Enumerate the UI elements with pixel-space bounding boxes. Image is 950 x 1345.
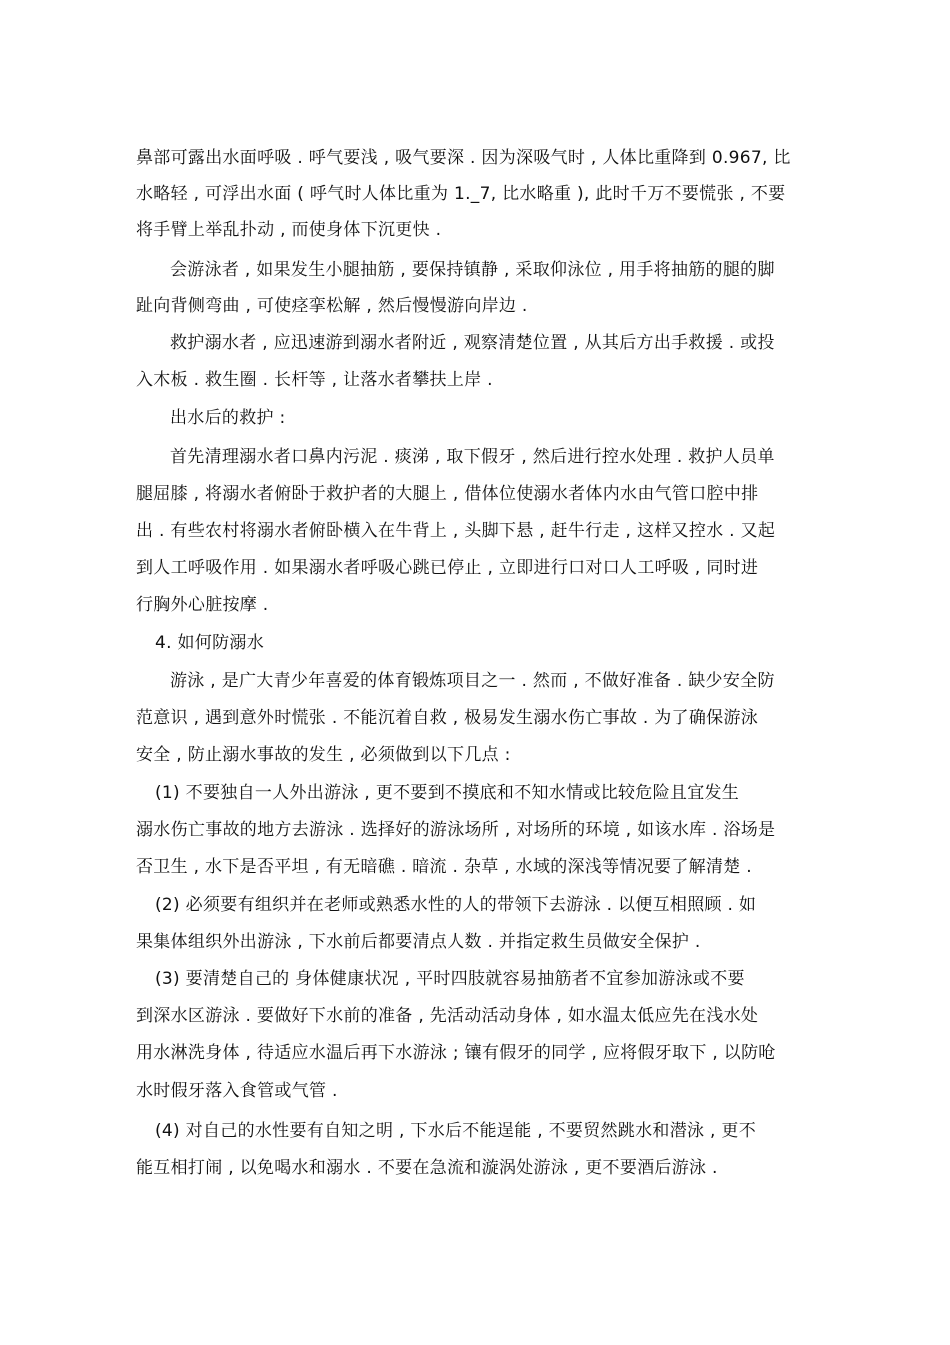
paragraph-line: 趾向背侧弯曲 , 可使痉挛松解 , 然后慢慢游向岸边 . [136,296,528,316]
paragraph-line: 否卫生 , 水下是否平坦 , 有无暗礁 . 暗流 . 杂草 , 水域的深浅等情况要了解清楚 . [136,857,752,877]
paragraph-line: 腿屈膝 , 将溺水者俯卧于救护者的大腿上 , 借体位使溺水者体内水由气管口腔中排 [136,484,759,504]
list-item: (4) 对自己的水性要有自知之明 , 下水后不能逞能 , 不要贸然跳水和潜泳 , 更不 [155,1121,757,1141]
paragraph-line: 到深水区游泳 . 要做好下水前的准备 , 先活动活动身体 , 如水温太低应先在浅水处 [136,1006,759,1026]
paragraph-line: 水略轻 , 可浮出水面 ( 呼气时人体比重为 1._7, 比水略重 ), 此时千万不要慌张 , 不要 [136,184,786,204]
section-heading: 4. 如何防溺水 [155,633,265,653]
paragraph-line: 行胸外心脏按摩 . [136,595,269,615]
paragraph-line: 首先清理溺水者口鼻内污泥 . 痰涕 , 取下假牙 , 然后进行控水处理 . 救护人员单 [170,447,775,467]
list-item: (1) 不要独自一人外出游泳 , 更不要到不摸底和不知水情或比较危险且宜发生 [155,783,740,803]
paragraph-line: 鼻部可露出水面呼吸 . 呼气要浅 , 吸气要深 . 因为深吸气时 , 人体比重降到 0.967, 比 [136,148,791,168]
paragraph-line: 救护溺水者 , 应迅速游到溺水者附近 , 观察清楚位置 , 从其后方出手救援 . 或投 [170,333,775,353]
paragraph-line: 将手臂上举乱扑动 , 而使身体下沉更快 . [136,220,442,240]
paragraph-line: 到人工呼吸作用 . 如果溺水者呼吸心跳已停止 , 立即进行口对口人工呼吸 , 同时进 [136,558,759,578]
paragraph-line: 出 . 有些农村将溺水者俯卧横入在牛背上 , 头脚下悬 , 赶牛行走 , 这样又控水 . 又起 [136,521,776,541]
paragraph-line: 游泳 , 是广大青少年喜爱的体育锻炼项目之一 . 然而 , 不做好准备 . 缺少安全防 [170,671,775,691]
paragraph-line: 范意识 , 遇到意外时慌张 . 不能沉着自救 , 极易发生溺水伤亡事故 . 为了确保游泳 [136,708,759,728]
paragraph-line: 用水淋洗身体 , 待适应水温后再下水游泳 ; 镶有假牙的同学 , 应将假牙取下 , 以防呛 [136,1043,776,1063]
paragraph-line: 安全 , 防止溺水事故的发生 , 必须做到以下几点 : [136,745,511,765]
paragraph-line: 水时假牙落入食管或气管 . [136,1081,338,1101]
list-item: (3) 要清楚自己的 身体健康状况 , 平时四肢就容易抽筋者不宜参加游泳或不要 [155,969,745,989]
paragraph-line: 能互相打闹 , 以免喝水和溺水 . 不要在急流和漩涡处游泳 , 更不要酒后游泳 . [136,1158,718,1178]
paragraph-line: 溺水伤亡事故的地方去游泳 . 选择好的游泳场所 , 对场所的环境 , 如该水库 . 浴场是 [136,820,776,840]
paragraph-line: 入木板 . 救生圈 . 长杆等 , 让落水者攀扶上岸 . [136,370,493,390]
paragraph-line: 会游泳者 , 如果发生小腿抽筋 , 要保持镇静 , 采取仰泳位 , 用手将抽筋的腿的脚 [170,260,775,280]
paragraph-line: 果集体组织外出游泳 , 下水前后都要清点人数 . 并指定救生员做安全保护 . [136,932,701,952]
subheading: 出水后的救护 : [170,408,286,428]
list-item: (2) 必须要有组织并在老师或熟悉水性的人的带领下去游泳 . 以便互相照顾 . 如 [155,895,757,915]
